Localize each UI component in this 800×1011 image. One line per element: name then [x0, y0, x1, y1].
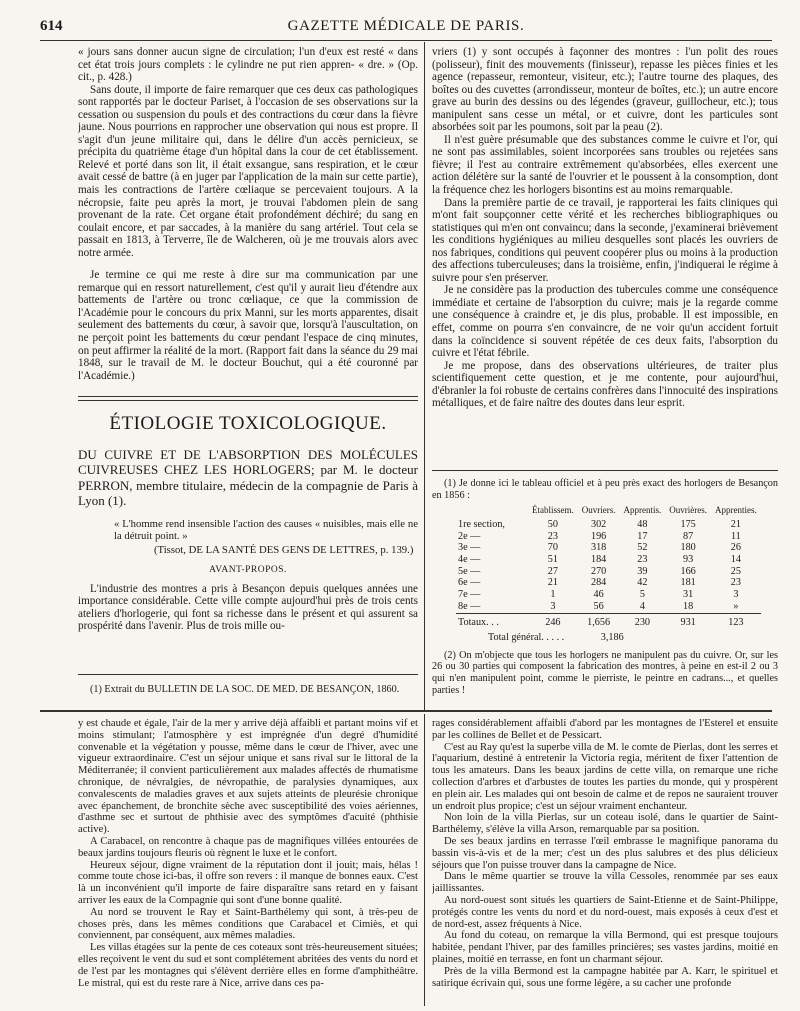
table-cell: 270: [590, 565, 607, 577]
table-cell: 3e —: [458, 542, 481, 554]
table-cell: 87: [683, 530, 694, 542]
table-row: [456, 566, 761, 578]
paragraph: Au nord-ouest sont situés les quartiers de Saint-Etienne et de Saint-Philippe, protégés contre les vents du nord et du nord-ouest, mais exposés à ceux d'est et de nord-est, assez fréquents à Nice.: [432, 894, 778, 930]
paragraph: Près de la villa Bermond est la campagne habitée par A. Karr, le spirituel et satirique écrivain qui, sous une forme légère, a su cacher une profonde: [432, 965, 778, 989]
table-header-cell: [456, 505, 528, 519]
table-header-cell: Établissem.: [532, 505, 574, 516]
left-column: [78, 46, 418, 708]
paragraph: Au nord se trouvent le Ray et Saint-Barthélemy qui sont, à très-peu de choses près, dans les mêmes conditions que Carabacel et Cimiès, et qui conviennent, par conséquent, aux mêmes maladies.: [78, 906, 418, 942]
table-header-cell: Ouvriers.: [581, 505, 616, 516]
table-row: [456, 531, 761, 543]
right-footnote-rule: [432, 470, 778, 471]
table-header-row: [456, 505, 761, 519]
table-cell: 4e —: [458, 554, 481, 565]
bottom-right-column: [432, 718, 778, 1008]
paragraph: vriers (1) y sont occupés à façonner des montres : l'un polit des roues (polisseur), finit des mouvements (finisseur), repasse les pièces finies et les agence (repasseur, remonteur, visiteur, etc.); l'autre tourne des plaques, des boîtes ou des cuvettes (arrondisseur, monteur de boîtes, etc.); un autre encore grave au burin des dessins ou des légendes (graveur, guillocheur, etc.); tous manipulent sans cesse un métal, or et cuivre, dont les particules sont absorbées soit par les poumons, soit par la peau (2).: [432, 46, 778, 134]
paragraph: De ses beaux jardins en terrasse l'œil embrasse le magnifique panorama du bassin vis-à-vis et de la mer; c'est un des plus salubres et des plus délicieux séjours que l'on puisse trouver dans la campagne de Nice.: [432, 835, 778, 871]
table-cell: 93: [683, 554, 694, 565]
total-general-value: 3,186: [600, 632, 624, 644]
table-cell: »: [733, 600, 739, 612]
paragraph: Je termine ce qui me reste à dire sur ma communication par une remarque qui en ressort naturellement, c'est qu'il y aurait lieu d'étendre aux battements de l'artère ou tronc cœliaque, ce que la commission de l'Académie pour le concours du prix Manni, sur les morts apparentes, disait seulement des battements du cœur, à savoir que, lorsqu'à l'auscultation, on ne perçoit point les battements du cœur pendant l'espace de cinq minutes, on peut affirmer la réalité de la mort. (Rapport fait dans la séance du 29 mai 1848, sur le travail de M. le docteur Bouchut, qui a été couronné par l'Académie.): [78, 269, 418, 382]
table-cell: 1re section,: [458, 518, 505, 530]
section-heading: ÉTIOLOGIE TOXICOLOGIQUE.: [109, 413, 387, 435]
paragraph: Dans le même quartier se trouve la villa Cessoles, renommée par ses eaux jaillissantes.: [432, 871, 778, 895]
table-cell: 25: [730, 565, 741, 577]
table-header-cell: Apprenties.: [715, 505, 757, 516]
table-cell: 14: [730, 554, 741, 565]
table-cell: 27: [547, 565, 558, 577]
paragraph: C'est au Ray qu'est la superbe villa de M. le comte de Pierlas, dont les serres et l'aquarium, destiné à entretenir la Victoria regia, méritent de fixer l'attention de tous les amateurs. Dans les beaux jardins de cette villa, on remarque une riche collection d'arbres et d'arbustes de toutes les parties du monde, qui y prospèrent en plein air. Les malades qui ont besoin de calme et de repos ne sauraient trouver un endroit plus propice; c'est un séjour vraiment enchanteur.: [432, 741, 778, 812]
table-row: [456, 577, 761, 589]
paragraph: Heureux séjour, digne vraiment de la réputation dont il jouit; mais, hélas ! comme toute chose ici-bas, il offre son revers : il manque de bonnes eaux. C'est là un inconvénient qu'il importe de faire disparaître sans retard en y faisant arriver les eaux de la Compagnie qui sont d'une bonne qualité.: [78, 859, 418, 906]
table-cell: 931: [665, 613, 711, 628]
paragraph: « jours sans donner aucun signe de circulation; l'un d'eux est resté « dans cet état trois jours complets : le cylindre ne put rien appren- « dre. » (Op. cit., p. 428.): [78, 46, 418, 84]
footnote-rule: [78, 674, 418, 675]
footnote-1: (1) Je donne ici le tableau officiel et à peu près exact des horlogers de Besançon en 1856 :: [432, 478, 778, 501]
running-header: [40, 14, 772, 40]
table-header-cell: Apprentis.: [623, 505, 662, 516]
table-cell: 3: [733, 589, 739, 601]
table-cell: 123: [711, 613, 761, 628]
table-cell: 5: [639, 589, 645, 601]
table-row: [456, 519, 761, 531]
table-row: [456, 601, 761, 613]
table-row: [456, 542, 761, 554]
paragraph: Les villas étagées sur la pente de ces coteaux sont très-heureusement situées; elles reçoivent le vent du sud et sont complétement abritées des vents du nord et de l'est par les montagnes qui s'élèvent derrière elles en forme d'amphithéâtre. Le mistral, qui est du reste rare à Nice, arrive dans ces pa-: [78, 942, 418, 989]
paragraph: Sans doute, il importe de faire remarquer que ces deux cas pathologiques sont rapportés par le docteur Pariset, à l'occasion de ses observations sur la cessation ou suspension du pouls et des contractions du cœur dans la fièvre jaune. Nous pourrions en rapprocher une observation qui nous est propre. Il s'agit d'un jeune militaire qui, dans le délire d'un accès pernicieux, se précipita du quatrième étage d'un hôpital dans la cour de cet établissement. Relevé et porté dans son lit, il était exsangue, sans respiration, et le cœur avait cessé de battre (à en juger par l'application de la main sur cette partie), mais les contractions de l'artère cœliaque se percevaient toujours. A la nécropsie, faite peu après la mort, je trouvai l'abdomen plein de sang provenant de la rate. Cet organe était profondément déchiré; du sang en coulait encore, et par saccades, à la manière du sang artériel. Tout cela se passait en 1813, à Terverre, île de Walcheren, où je me trouvais alors avec notre armée.: [78, 83, 418, 259]
paragraph: Non loin de la villa Pierlas, sur un coteau isolé, dans le quartier de Saint-Barthélemy, s'élève la villa Arson, remarquable par sa position.: [432, 812, 778, 836]
header-rule: [40, 40, 772, 41]
table-cell: 56: [593, 600, 604, 612]
section-rule: [78, 396, 418, 401]
right-footnotes: [432, 478, 778, 706]
table-cell: 196: [590, 530, 607, 542]
total-general: [488, 632, 778, 644]
table-cell: 23: [547, 530, 558, 542]
table-cell: 21: [730, 518, 741, 530]
footnote-2: (2) On m'objecte que tous les horlogers ne manipulent pas du cuivre. Or, sur les 26 ou 30 parties qui composent la fabrication des montres, à peine en est-il 2 ou 3 qui n'en manipulent point, comme le pierriste, le peintre en cadrans..., et quelles parties !: [432, 649, 778, 696]
table-cell: 1: [550, 589, 556, 601]
table-cell: 46: [593, 589, 604, 601]
paragraph: L'industrie des montres a pris à Besançon depuis quelques années une importance considérable. Cette ville compte aujourd'hui près de trois cents ateliers d'horlogerie, qui font sa richesse dans le présent et qui assurent sa prospérité dans l'avenir. Plus de trois mille ou-: [78, 582, 418, 633]
table-cell: Totaux. . .: [456, 613, 528, 628]
table-cell: 31: [683, 589, 694, 601]
table-cell: 21: [547, 577, 558, 589]
table-header-cell: Ouvrières.: [669, 505, 707, 516]
table-cell: 52: [637, 542, 648, 554]
total-general-label: Total général. . . . .: [488, 632, 565, 644]
table-cell: 1,656: [578, 613, 620, 628]
table-cell: 284: [590, 577, 607, 589]
table-cell: 11: [730, 530, 741, 542]
table-cell: 246: [528, 613, 578, 628]
table-cell: 230: [620, 613, 666, 628]
table-body: [456, 519, 761, 628]
journal-title: GAZETTE MÉDICALE DE PARIS.: [287, 18, 525, 34]
paragraph: A Carabacel, on rencontre à chaque pas de magnifiques villées entourées de beaux jardins toujours fleuris où règnent le luxe et le confort.: [78, 835, 418, 859]
table-cell: 26: [730, 542, 741, 554]
subheading: AVANT-PROPOS.: [209, 565, 287, 576]
table-cell: 7e —: [458, 589, 481, 601]
article-title: DU CUIVRE ET DE L'ABSORPTION DES MOLÉCULES CUIVREUSES CHEZ LES HORLOGERS; par M. le docteur PERRON, membre titulaire, médecin de la compagnie de Paris à Lyon (1).: [78, 447, 418, 508]
right-column: [432, 46, 778, 466]
column-divider-top: [424, 42, 425, 710]
table-row: [456, 589, 761, 601]
table-cell: 6e —: [458, 577, 481, 589]
table-cell: 48: [637, 518, 648, 530]
table-row: [456, 554, 761, 566]
table-cell: 17: [637, 530, 648, 542]
paragraph: Il n'est guère présumable que des substances comme le cuivre et l'or, qui ne sont pas assimilables, soient incorporées sans troubles ou rejetées sans fièvre; il l'est au contraire extrêmement qu'absorbées, elles exercent une action délétère sur la santé de l'ouvrier et le poussent à la consomption, dont la fréquence chez les horlogers bisontins est au moins remarquable.: [432, 133, 778, 197]
table-cell: 23: [730, 577, 741, 589]
table-cell: 184: [590, 554, 607, 565]
table-cell: 180: [680, 542, 696, 554]
horlogers-table: [456, 505, 761, 628]
table-cell: 175: [680, 518, 696, 530]
table-cell: 2e —: [458, 530, 481, 542]
table-cell: 166: [680, 565, 696, 577]
column-divider-bottom: [424, 714, 425, 1006]
paragraph: Je ne considère pas la production des tubercules comme une conséquence immédiate et certaine de l'absorption du cuivre; mais je la regarde comme une conséquence à craindre et, je dis plus, probable. Il est impossible, en effet, comme on pourra s'en convaincre, de ne voir qu'un accident fortuit dans la coïncidence si souvent répétée de ces deux faits, l'absorption du cuivre et l'état fébrile.: [432, 284, 778, 360]
paragraph: rages considérablement affaibli d'abord par les montagnes de l'Esterel et ensuite par les collines de Bellet et de Pessicart.: [432, 718, 778, 741]
table-totals-row: [456, 613, 761, 628]
table-cell: 302: [590, 518, 607, 530]
epigraph: « L'homme rend insensible l'action des causes « nuisibles, mais elle ne la détruit point. »: [114, 518, 418, 543]
paragraph: y est chaude et égale, l'air de la mer y arrive déjà affaibli et partant moins vif et moins stimulant; l'atmosphère y est imprégnée d'un degré d'humidité convenable et la végétation y pousse, même dans le cœur de l'hiver, avec une vigueur extraordinaire. C'est un séjour unique et sans rival sur le littoral de la Méditerranée; il convient particulièrement aux malades affectés de rhumatisme chronique, de névralgies, de névropathie, de paralysies dynamiques, aux convalescents de maladies graves et aux sujets atteints de pleurésie chronique avec épanchement, de bronchite sèche avec susceptibilité des voies aériennes, d'asthme sec et surtout de phthisie avec des symptômes d'acuité (phthisie active).: [78, 718, 418, 836]
table-cell: 4: [639, 600, 645, 612]
paragraph: Dans la première partie de ce travail, je rapporterai les faits cliniques qui m'ont fait soupçonner cette vérité et les recherches bibliographiques ou statistiques qui m'en ont convaincu; dans la seconde, j'examinerai brièvement les conditions hygiéniques au milieu desquelles sont placés les ouvriers de nos fabriques, conditions qui peuvent coopérer plus ou moins à la production des affections tuberculeuses; dans la troisième, enfin, j'indiquerai le régime à suivre pour s'en préserver.: [432, 196, 778, 284]
table-cell: 23: [637, 554, 648, 565]
table-cell: 318: [590, 542, 607, 554]
table-cell: 18: [683, 600, 694, 612]
table-cell: 3: [550, 600, 556, 612]
table-cell: 70: [547, 542, 558, 554]
left-footnote: (1) Extrait du BULLETIN DE LA SOC. DE MÉD. DE BESANÇON, 1860.: [90, 684, 400, 695]
epigraph-source: (Tissot, DE LA SANTÉ DES GENS DE LETTRES, p. 139.): [154, 544, 414, 557]
paragraph: Au fond du coteau, on remarque la villa Bermond, qui est presque toujours habitée, pendant l'hiver, par des familles princières; ses vastes jardins, moitié en plaines, moitié en terrasse, en font un charmant séjour.: [432, 930, 778, 965]
table-cell: 181: [680, 577, 696, 589]
table-cell: 50: [547, 518, 558, 530]
bottom-left-column: [78, 718, 418, 1008]
paragraph: Je me propose, dans des observations ultérieures, de traiter plus scientifiquement cette question, et je me contente, pour aujourd'hui, d'ébranler la foi robuste de certains confrères dans l'innocuité des inspirations métalliques, et de faire naître des doutes dans leur esprit.: [432, 359, 778, 410]
table-cell: 8e —: [458, 600, 481, 612]
table-cell: 51: [547, 554, 558, 565]
table-cell: 42: [637, 577, 648, 589]
table-cell: 5e —: [458, 565, 481, 577]
page-number: 614: [40, 18, 63, 34]
page-separator-rule: [40, 710, 772, 712]
table-cell: 39: [637, 565, 648, 577]
